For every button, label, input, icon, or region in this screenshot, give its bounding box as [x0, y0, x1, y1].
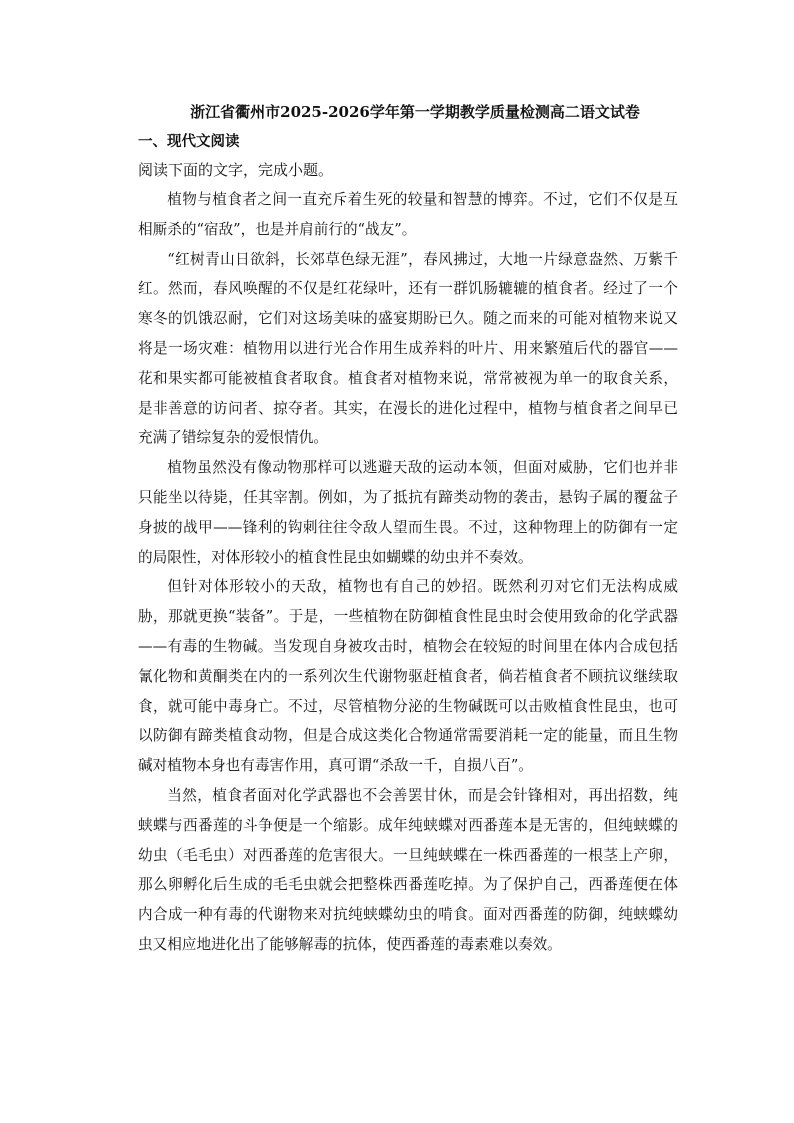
passage-paragraph-5: 当然，植食者面对化学武器也不会善罢甘休，而是会针锋相对，再出招数，纯蛱蝶与西番莲的斗争便是一个缩影。成年纯蛱蝶对西番莲本是无害的，但纯蛱蝶的幼虫（毛毛虫）对西番莲的危害很大。一旦纯蛱蝶在一株西番莲的一根茎上产卵，那么卵孵化后生成的毛毛虫就会把整株西番莲吃掉。为了保护自己，西番莲便在体内合成一种有毒的代谢物来对抗纯蛱蝶幼虫的啃食。面对西番莲的防御，纯蛱蝶幼虫又相应地进化出了能够解毒的抗体，使西番莲的毒素难以奏效。	[138, 786, 678, 953]
passage-paragraph-2: “红树青山日欲斜，长郊草色绿无涯”，春风拂过，大地一片绿意盎然、万紫千红。然而，春风唤醒的不仅是红花绿叶，还有一群饥肠辘辘的植食者。经过了一个寒冬的饥饿忍耐，它们对这场美味的盛宴期盼已久。随之而来的可能对植物来说又将是一场灾难：植物用以进行光合作用生成养料的叶片、用来繁殖后代的器官——花和果实都可能被植食者取食。植食者对植物来说，常常被视为单一的取食关系，是非善意的访问者、掠夺者。其实，在漫长的进化过程中，植物与植食者之间早已充满了错综复杂的爱恨情仇。	[138, 250, 678, 447]
passage-paragraph-3: 植物虽然没有像动物那样可以逃避天敌的运动本领，但面对威胁，它们也并非只能坐以待毙，任其宰割。例如，为了抵抗有蹄类动物的袭击，悬钩子属的覆盆子身披的战甲——锋利的钩刺往往令敌人望而生畏。不过，这种物理上的防御有一定的局限性，对体形较小的植食性昆虫如蝴蝶的幼虫并不奏效。	[138, 459, 678, 566]
document-title: 浙江省衢州市2025-2026学年第一学期教学质量检测高二语文试卷	[190, 103, 640, 121]
passage-body	[138, 185, 678, 960]
document-page	[138, 100, 678, 960]
reading-instruction: 阅读下面的文字，完成小题。	[138, 161, 334, 179]
passage-paragraph-4: 但针对体形较小的天敌，植物也有自己的妙招。既然利刃对它们无法构成威胁，那就更换“装备”。于是，一些植物在防御植食性昆虫时会使用致命的化学武器——有毒的生物碱。当发现自身被攻击时，植物会在较短的时间里在体内合成包括氰化物和黄酮类在内的一系列次生代谢物驱赶植食者，倘若植食者不顾抗议继续取食，就可能中毒身亡。不过，尽管植物分泌的生物碱既可以击败植食性昆虫，也可以防御有蹄类植食动物，但是合成这类化合物通常需要消耗一定的能量，而且生物碱对植物本身也有毒害作用，真可谓“杀敌一千，自损八百”。	[138, 578, 678, 775]
passage-paragraph-1: 植物与植食者之间一直充斥着生死的较量和智慧的博弈。不过，它们不仅是互相厮杀的“宿敌”，也是并肩前行的“战友”。	[138, 191, 678, 238]
section-heading: 一、现代文阅读	[138, 134, 240, 150]
